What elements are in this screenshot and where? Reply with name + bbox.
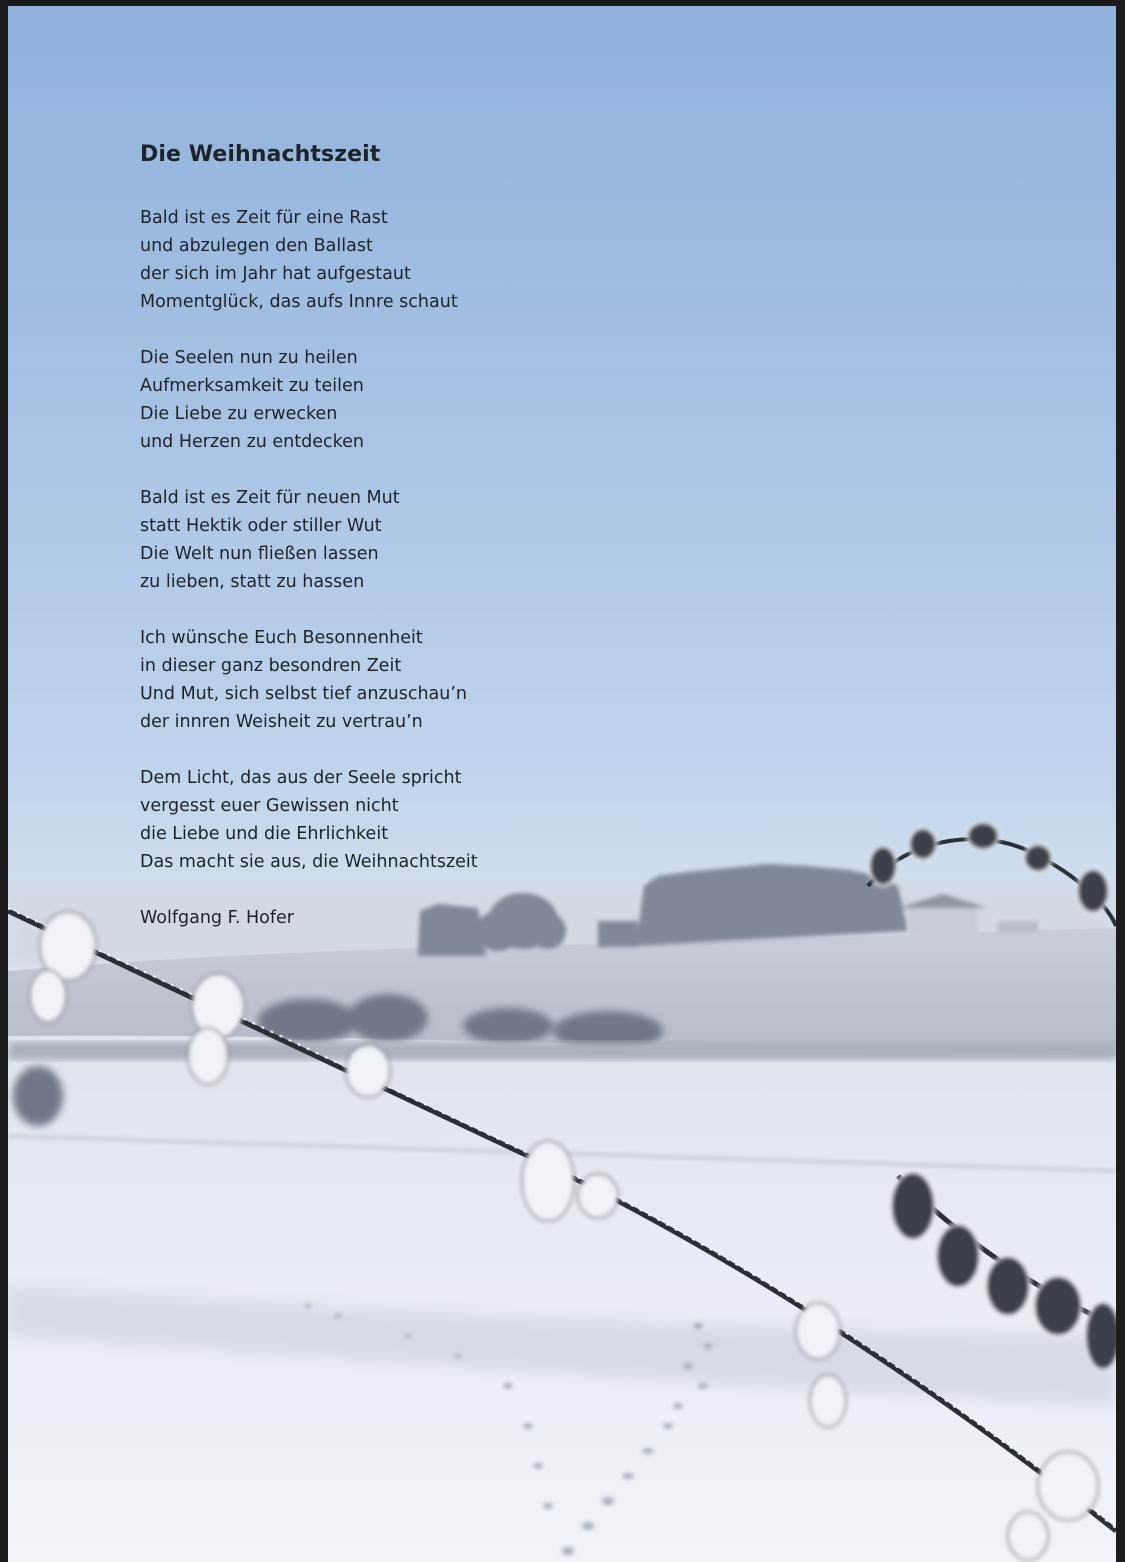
poem-line: Ich wünsche Euch Besonnenheit [140, 628, 423, 648]
poem [140, 142, 740, 932]
poem-line: und abzulegen den Ballast [140, 236, 373, 256]
stanza [140, 624, 740, 736]
poem-line: Und Mut, sich selbst tief anzuschau’n [140, 684, 468, 704]
poem-line: und Herzen zu entdecken [140, 432, 365, 452]
stanza [140, 344, 740, 456]
poem-line: Bald ist es Zeit für neuen Mut [140, 488, 400, 508]
stanza [140, 764, 740, 876]
stanza [140, 484, 740, 596]
poem-title: Die Weihnachtszeit [140, 142, 381, 167]
poem-line: Die Welt nun fließen lassen [140, 544, 379, 564]
poem-line: statt Hektik oder stiller Wut [140, 516, 382, 536]
poem-author: Wolfgang F. Hofer [140, 908, 294, 928]
poem-line: der sich im Jahr hat aufgestaut [140, 264, 411, 284]
poem-line: vergesst euer Gewissen nicht [140, 796, 399, 816]
poem-line: Das macht sie aus, die Weihnachtszeit [140, 852, 478, 872]
poem-line: Dem Licht, das aus der Seele spricht [140, 768, 462, 788]
poem-line: der innren Weisheit zu vertrau’n [140, 712, 423, 732]
poem-line: zu lieben, statt zu hassen [140, 572, 365, 592]
poem-line: Bald ist es Zeit für eine Rast [140, 208, 388, 228]
poem-line: Aufmerksamkeit zu teilen [140, 376, 364, 396]
stanza [140, 204, 740, 316]
hedge-shadow [8, 1042, 1116, 1060]
poem-line: Die Seelen nun zu heilen [140, 348, 358, 368]
poem-line: Die Liebe zu erwecken [140, 404, 338, 424]
poem-line: die Liebe und die Ehrlichkeit [140, 824, 389, 844]
poem-line: Momentglück, das aufs Innre schaut [140, 292, 458, 312]
poem-page [8, 6, 1116, 1562]
poem-line: in dieser ganz besondren Zeit [140, 656, 402, 676]
